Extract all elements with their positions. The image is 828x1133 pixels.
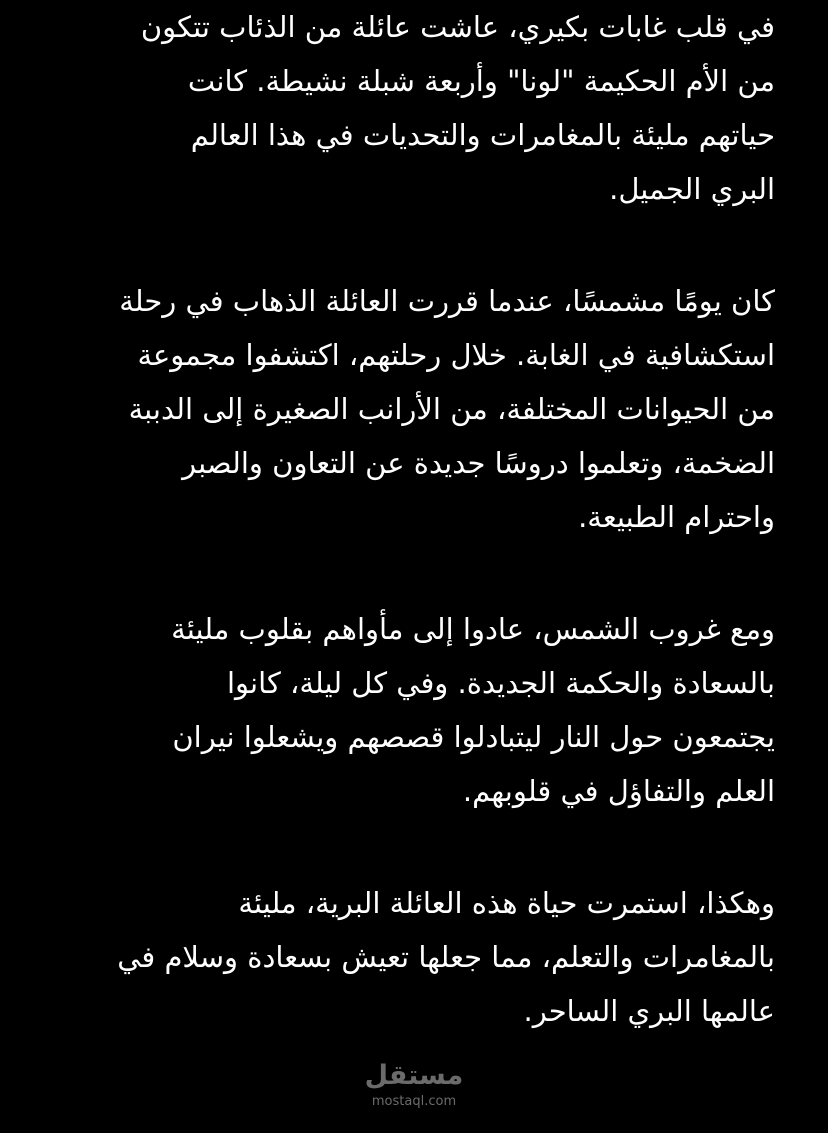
text-line: البري الجميل. (609, 172, 775, 206)
text-line: بالسعادة والحكمة الجديدة. وفي كل ليلة، كانوا (227, 666, 775, 700)
text-line: عالمها البري الساحر. (523, 994, 775, 1028)
watermark-url: mostaql.com (371, 1094, 457, 1109)
text-line: من الأم الحكيمة "لونا" وأربعة شبلة نشيطة. كانت (187, 64, 775, 98)
text-line: يجتمعون حول النار ليتبادلوا قصصهم ويشعلوا نيران (172, 720, 775, 754)
text-line: واحترام الطبيعة. (578, 500, 775, 534)
paragraph-2 (40, 274, 775, 544)
text-line: استكشافية في الغابة. خلال رحلتهم، اكتشفوا مجموعة (137, 338, 775, 372)
watermark-logo: مستقل (364, 1060, 464, 1091)
text-line: الضخمة، وتعلموا دروسًا جديدة عن التعاون والصبر (182, 446, 775, 480)
text-line: في قلب غابات بكيري، عاشت عائلة من الذئاب تتكون (140, 10, 775, 44)
text-line: كان يومًا مشمسًا، عندما قررت العائلة الذهاب في رحلة (119, 284, 775, 318)
text-line: ومع غروب الشمس، عادوا إلى مأواهم بقلوب مليئة (171, 612, 775, 646)
mostaql-watermark (355, 1060, 473, 1110)
text-line: حياتهم مليئة بالمغامرات والتحديات في هذا العالم (190, 118, 775, 152)
text-line: بالمغامرات والتعلم، مما جعلها تعيش بسعادة وسلام في (117, 940, 775, 974)
paragraph-4 (40, 876, 775, 1038)
text-line: وهكذا، استمرت حياة هذه العائلة البرية، مليئة (238, 886, 775, 920)
text-line: العلم والتفاؤل في قلوبهم. (462, 774, 775, 808)
text-line: من الحيوانات المختلفة، من الأرانب الصغيرة إلى الدببة (128, 392, 775, 426)
story-text (40, 0, 775, 1096)
paragraph-3 (40, 602, 775, 818)
paragraph-1 (40, 0, 775, 216)
